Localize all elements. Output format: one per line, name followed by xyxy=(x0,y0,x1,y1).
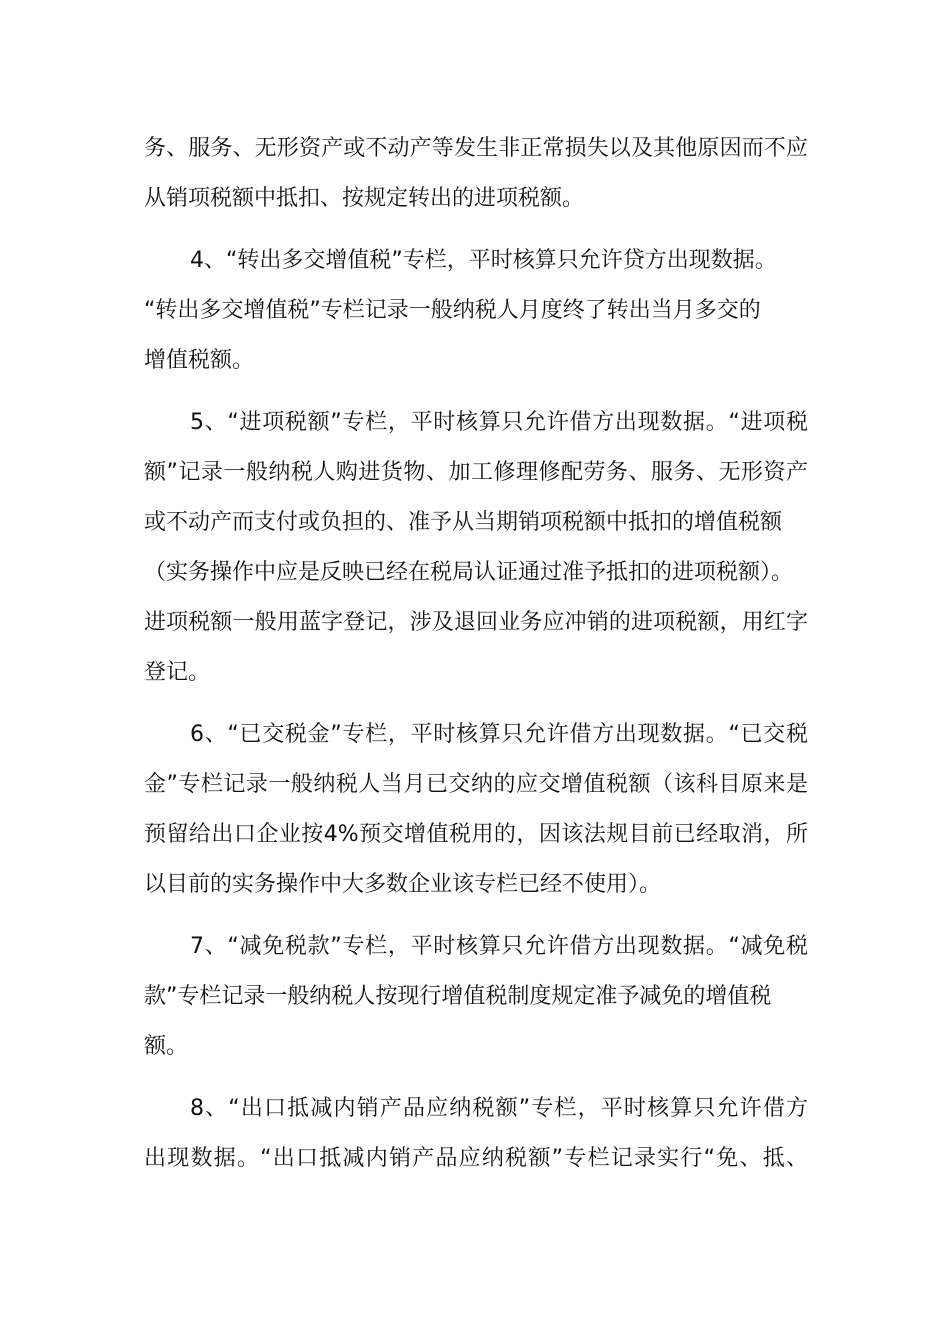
text-line: （实务操作中应是反映已经在税局认证通过准予抵扣的进项税额）。 xyxy=(144,560,794,585)
text-line: 或不动产而支付或负担的、准予从当期销项税额中抵扣的增值税额 xyxy=(144,510,783,535)
text-line: 额。 xyxy=(144,1034,189,1059)
text-line: 登记。 xyxy=(144,660,211,685)
paragraph-item-8 xyxy=(144,1084,808,1184)
text-line: 5、“进项税额”专栏，平时核算只允许借方出现数据。“进项税 xyxy=(190,410,808,435)
text-line: “转出多交增值税”专栏记录一般纳税人月度终了转出当月多交的 xyxy=(144,298,761,323)
text-line: 7、“减免税款”专栏，平时核算只允许借方出现数据。“减免税 xyxy=(190,934,808,959)
text-line: 款”专栏记录一般纳税人按现行增值税制度规定准予减免的增值税 xyxy=(144,984,772,1009)
text-line: 进项税额一般用蓝字登记，涉及退回业务应冲销的进项税额，用红字 xyxy=(144,610,808,635)
text-line: 从销项税额中抵扣、按规定转出的进项税额。 xyxy=(144,186,585,211)
text-line: 4、“转出多交增值税”专栏，平时核算只允许贷方出现数据。 xyxy=(190,248,777,273)
paragraph-item-5 xyxy=(144,398,808,698)
text-line: 预留给出口企业按4%预交增值税用的，因该法规目前已经取消，所 xyxy=(144,822,808,847)
text-line: 8、“出口抵减内销产品应纳税额”专栏，平时核算只允许借方 xyxy=(190,1096,808,1121)
text-line: 额”记录一般纳税人购进货物、加工修理修配劳务、服务、无形资产 xyxy=(144,460,808,485)
paragraph-item-7 xyxy=(144,922,808,1072)
paragraph-continuation xyxy=(144,124,808,224)
paragraph-item-4 xyxy=(144,236,808,386)
text-line: 务、服务、无形资产或不动产等发生非正常损失以及其他原因而不应 xyxy=(144,136,808,161)
text-line: 金”专栏记录一般纳税人当月已交纳的应交增值税额（该科目原来是 xyxy=(144,772,808,797)
paragraph-item-6 xyxy=(144,710,808,910)
document-page xyxy=(144,124,808,1184)
text-line: 增值税额。 xyxy=(144,348,255,373)
text-line: 6、“已交税金”专栏，平时核算只允许借方出现数据。“已交税 xyxy=(190,722,808,747)
text-line: 出现数据。“出口抵减内销产品应纳税额”专栏记录实行“免、抵、 xyxy=(144,1146,808,1171)
text-line: 以目前的实务操作中大多数企业该专栏已经不使用）。 xyxy=(144,872,662,897)
